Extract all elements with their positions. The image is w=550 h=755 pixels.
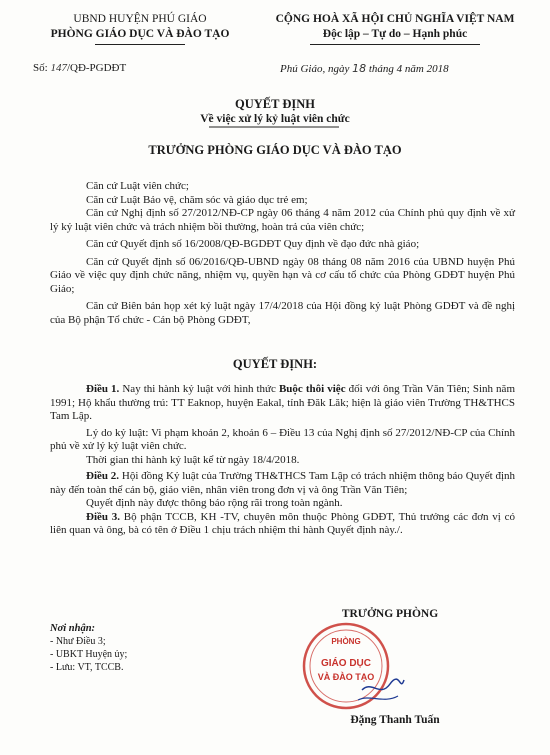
recipient-item: - Như Điều 3; [50,636,106,647]
document-subject: Về việc xử lý kỷ luật viên chức [200,113,350,125]
basis-item: Căn cứ Luật Bảo vệ, chăm sóc và giáo dục trẻ em; [86,193,308,206]
decision-heading: QUYẾT ĐỊNH: [232,357,318,371]
recipient-item: - Lưu: VT, TCCB. [50,662,124,673]
article-1-text-b: đối với ông Trần Văn Tiên; Sinh năm 1991; Hộ khẩu thường trú: TT Eaknop, huyện Eakal, tỉnh Đăk Lăk; hiện là giáo viên Trường TH&THCS Tam Lập. [50,383,515,422]
article-2-label: Điều 2. [86,470,120,482]
place-and-date [280,62,449,75]
issuer-parent: UBND HUYỆN PHÚ GIÁO [73,13,207,25]
document-type-title: QUYẾT ĐỊNH [235,97,315,111]
date-rest: tháng 4 năm 2018 [368,63,449,75]
discipline-reason: Lý do kỷ luật: Vi phạm khoản 2, khoản 6 – Điều 13 của Nghị định số 27/2012/NĐ-CP của Chính phủ về xử lý kỷ luật viên chức. [50,426,515,452]
issuer-header [30,12,250,45]
issuing-authority: TRƯỞNG PHÒNG GIÁO DỤC VÀ ĐÀO TẠO [148,143,402,157]
subject-underline [209,126,339,128]
article-1-text-a: Nay thi hành kỷ luật với hình thức [119,383,279,395]
seal-text-mid2: VÀ ĐÀO TẠO [317,672,375,682]
effective-date: Thời gian thi hành kỷ luật kể từ ngày 18/4/2018. [86,453,300,466]
article-3 [50,511,515,538]
national-motto: Độc lập – Tự do – Hạnh phúc [322,28,468,40]
date-day: 18 [352,62,367,75]
article-3-text: Bộ phận TCCB, KH -TV, chuyên môn thuộc Phòng GDĐT, Thủ trưởng các đơn vị có liên quan và ông, bà có tên ở Điều 1 chịu trách nhiệm thi hành Quyết định này./. [50,510,515,536]
issuer-underline [95,44,185,45]
recipients-block [50,622,127,674]
doc-number-suffix: /QĐ-PGDĐT [66,62,127,74]
basis-item: Căn cứ Luật viên chức; [86,180,189,192]
document-number [33,62,126,74]
legal-bases [50,180,515,327]
basis-item: Căn cứ Quyết định số 06/2016/QĐ-UBND ngày 08 tháng 08 năm 2016 của UBND huyện Phú Giáo về việc quy định chức năng, nhiệm vụ, quyền hạn và cơ cấu tổ chức của Phòng GDĐT huyện Phú Giáo; [50,255,515,295]
publication-note: Quyết định này được thông báo rộng rãi trong toàn ngành. [86,497,343,509]
signer-title: TRƯỞNG PHÒNG [341,608,439,620]
penalty-type: Buộc thôi việc [278,383,346,395]
article-1-label: Điều 1. [86,383,120,395]
national-name: CỘNG HOÀ XÃ HỘI CHỦ NGHĨA VIỆT NAM [275,13,515,25]
signer-name: Đặng Thanh Tuấn [350,714,440,726]
recipients-heading: Nơi nhận: [50,623,96,634]
national-header [250,12,540,45]
basis-item: Căn cứ Quyết định số 16/2008/QĐ-BGDĐT Quy định về đạo đức nhà giáo; [86,238,420,250]
place: Phú Giáo, ngày [280,63,350,75]
article-2-text: Hội đồng Kỷ luật của Trường TH&THCS Tam Lập có trách nhiệm thông báo Quyết định này đến toàn thể cán bộ, giáo viên, nhân viên trong đơn vị và ông Trần Văn Tiên; [50,470,515,496]
motto-underline [310,44,480,45]
article-1 [50,383,515,424]
basis-item: Căn cứ Nghị định số 27/2012/NĐ-CP ngày 06 tháng 4 năm 2012 của Chính phủ quy định về xử lý kỷ luật viên chức và trách nhiệm bồi thường, hoàn trả của viên chức; [50,207,515,233]
article-2 [50,470,515,497]
basis-item: Căn cứ Biên bản họp xét kỷ luật ngày 17/4/2018 của Hội đồng kỷ luật Phòng GDĐT và đề nghị của Bộ phận Tổ chức - Cán bộ Phòng GDĐT, [50,300,515,326]
decision-articles [50,383,515,538]
issuer-name: PHÒNG GIÁO DỤC VÀ ĐÀO TẠO [50,28,230,40]
doc-number-value: 147 [50,62,67,74]
article-3-label: Điều 3. [86,510,121,523]
official-seal [300,620,410,712]
seal-text-mid1: GIÁO DỤC [321,658,371,669]
doc-number-prefix: Số: [33,62,48,74]
recipient-item: - UBKT Huyện ủy; [50,649,128,660]
seal-text-top: PHÒNG [331,637,361,646]
